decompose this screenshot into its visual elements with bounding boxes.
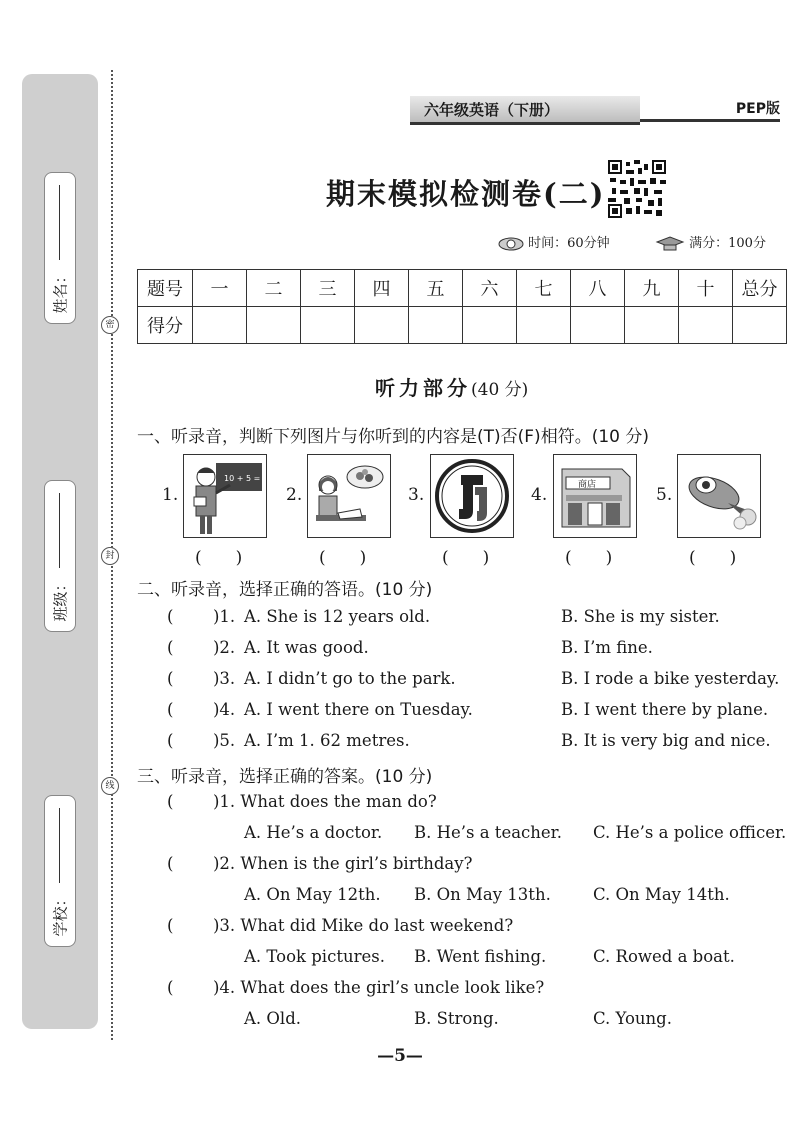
full-score-label: 满分：100分 (689, 236, 766, 251)
listening-points: (40 分) (471, 380, 529, 400)
picture-number: 4. (531, 485, 548, 505)
table-header-cell: 题号 (138, 270, 193, 307)
score-info (655, 232, 766, 252)
time-info (498, 232, 610, 251)
table-header-cell: 五 (409, 270, 463, 307)
q2-open-paren[interactable]: ( (167, 638, 174, 657)
q3-open-paren[interactable]: ( (167, 978, 174, 997)
class-label: 班级： (51, 576, 70, 622)
seal-mark-bottom: 线 (101, 777, 119, 795)
listening-heading (375, 372, 528, 401)
time-label: 时间：60分钟 (528, 236, 610, 251)
seal-mark-top: 密 (101, 316, 119, 334)
option-a: A. On May 12th. (244, 885, 381, 904)
q2-item-number: )3. (213, 669, 236, 688)
question-number-row (138, 270, 787, 307)
option-b: B. It is very big and nice. (561, 731, 771, 750)
listening-title: 听力部分 (375, 376, 471, 400)
score-cell[interactable] (571, 307, 625, 344)
option-b: B. I’m fine. (561, 638, 653, 657)
table-header-cell: 三 (301, 270, 355, 307)
name-field[interactable] (44, 172, 76, 324)
table-header-cell: 八 (571, 270, 625, 307)
shop-building-icon (553, 454, 637, 538)
name-label: 姓名： (51, 268, 70, 314)
school-label: 学校： (51, 891, 70, 937)
picture-number: 1. (162, 485, 179, 505)
graduation-cap-icon (655, 236, 685, 252)
table-header-cell: 七 (517, 270, 571, 307)
school-line (59, 808, 60, 883)
option-a: A. I went there on Tuesday. (244, 700, 473, 719)
q3-question: )1. What does the man do? (213, 792, 437, 811)
no-entry-sign-icon (430, 454, 514, 538)
q2-open-paren[interactable]: ( (167, 731, 174, 750)
clock-icon (498, 237, 524, 251)
option-c: C. Rowed a boat. (593, 947, 735, 966)
picture-number: 5. (656, 485, 673, 505)
answer-blank[interactable]: ( ) (689, 548, 737, 568)
option-c: C. On May 14th. (593, 885, 730, 904)
q2-item-number: )1. (213, 607, 236, 626)
spaceship-icon (677, 454, 761, 538)
table-header-cell: 总分 (733, 270, 787, 307)
score-cell[interactable] (409, 307, 463, 344)
option-b: B. She is my sister. (561, 607, 720, 626)
q2-open-paren[interactable]: ( (167, 607, 174, 626)
option-a: A. I didn’t go to the park. (244, 669, 456, 688)
q3-heading: 三、听录音，选择正确的答案。(10 分) (137, 767, 433, 787)
option-a: A. It was good. (244, 638, 369, 657)
table-header-cell: 九 (625, 270, 679, 307)
score-cell[interactable] (517, 307, 571, 344)
option-a: A. He’s a doctor. (244, 823, 383, 842)
picture-number: 2. (286, 485, 303, 505)
score-cell[interactable] (679, 307, 733, 344)
header-bar (410, 96, 780, 124)
score-cell[interactable] (247, 307, 301, 344)
q3-open-paren[interactable]: ( (167, 792, 174, 811)
class-field[interactable] (44, 480, 76, 632)
q2-open-paren[interactable]: ( (167, 700, 174, 719)
answer-blank[interactable]: ( ) (442, 548, 490, 568)
qr-code-icon[interactable] (608, 160, 666, 218)
q3-question: )2. When is the girl’s birthday? (213, 854, 473, 873)
option-a: A. Old. (244, 1009, 302, 1028)
q2-open-paren[interactable]: ( (167, 669, 174, 688)
picture-number: 3. (408, 485, 425, 505)
q3-open-paren[interactable]: ( (167, 916, 174, 935)
answer-blank[interactable]: ( ) (565, 548, 613, 568)
q2-item-number: )2. (213, 638, 236, 657)
option-b: B. Strong. (414, 1009, 499, 1028)
score-cell[interactable] (301, 307, 355, 344)
q3-question: )3. What did Mike do last weekend? (213, 916, 514, 935)
name-line (59, 185, 60, 260)
shop-sign-text: 商店 (578, 480, 597, 490)
q1-heading: 一、听录音，判断下列图片与你听到的内容是(T)否(F)相符。(10 分) (137, 427, 649, 447)
class-line (59, 493, 60, 568)
score-cell[interactable] (733, 307, 787, 344)
seal-mark-middle: 封 (101, 547, 119, 565)
option-b: B. Went fishing. (414, 947, 547, 966)
table-header-cell: 二 (247, 270, 301, 307)
score-cell[interactable] (625, 307, 679, 344)
q3-open-paren[interactable]: ( (167, 854, 174, 873)
q2-item-number: )5. (213, 731, 236, 750)
score-cell[interactable] (193, 307, 247, 344)
table-header-cell: 一 (193, 270, 247, 307)
option-a: A. I’m 1. 62 metres. (244, 731, 410, 750)
option-c: C. He’s a police officer. (593, 823, 787, 842)
q2-heading: 二、听录音，选择正确的答语。(10 分) (137, 580, 433, 600)
score-cell[interactable] (355, 307, 409, 344)
table-header-cell: 十 (679, 270, 733, 307)
score-row-label: 得分 (138, 307, 193, 344)
answer-blank[interactable]: ( ) (319, 548, 367, 568)
option-a: A. She is 12 years old. (244, 607, 431, 626)
page-number: —5— (377, 1046, 423, 1066)
option-c: C. Young. (593, 1009, 672, 1028)
q2-item-number: )4. (213, 700, 236, 719)
exam-title: 期末模拟检测卷(二) (326, 177, 606, 211)
table-header-cell: 六 (463, 270, 517, 307)
header-rule (640, 119, 780, 122)
option-b: B. He’s a teacher. (414, 823, 562, 842)
option-a: A. Took pictures. (244, 947, 385, 966)
score-row (138, 307, 787, 344)
option-b: B. On May 13th. (414, 885, 551, 904)
grade-book-label: 六年级英语（下册） (424, 101, 560, 119)
board-text: 10 + 5 = (224, 474, 261, 483)
score-table (137, 269, 787, 344)
teacher-at-blackboard-icon (183, 454, 267, 538)
girl-reading-with-plate-icon (307, 454, 391, 538)
table-header-cell: 四 (355, 270, 409, 307)
edition-label: PEP版 (735, 101, 780, 117)
answer-blank[interactable]: ( ) (195, 548, 243, 568)
q3-question: )4. What does the girl’s uncle look like? (213, 978, 545, 997)
option-b: B. I went there by plane. (561, 700, 769, 719)
score-cell[interactable] (463, 307, 517, 344)
option-b: B. I rode a bike yesterday. (561, 669, 780, 688)
school-field[interactable] (44, 795, 76, 947)
